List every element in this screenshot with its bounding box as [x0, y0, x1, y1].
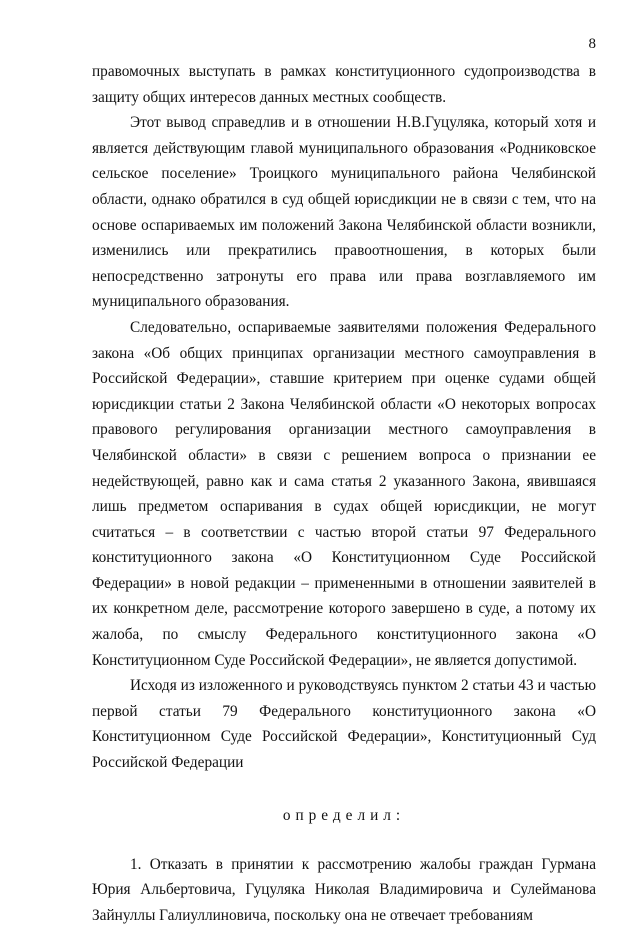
paragraph-resolution-1: 1. Отказать в принятии к рассмотрению жалобы граждан Гурмана Юрия Альбертовича, Гуцуляка Николая Владимировича и Сулейманова Зайнуллы Галиуллиновича, поскольку она не отвечает требованиям	[92, 855, 596, 924]
paragraph-conclusion: Следовательно, оспариваемые заявителями положения Федерального закона «Об общих принципах организации местного самоуправления в Российской Федерации», ставшие критерием при оценке судами общей юрисдикции статьи 2 Закона Челябинской области «О некоторых вопросах правового регулирования организации местного самоуправления в Челябинской области» в связи с решением вопроса о признании ее недействующей, равно как и сама статья 2 указанного Закона, явившаяся лишь предметом оспаривания в судах общей юрисдикции, не могут считаться – в соответствии с частью второй статьи 97 Федерального конституционного закона «О Конституционном Суде Российской Федерации» в новой редакции – примененными в отношении заявителей в их конкретном деле, рассмотрение которого завершено в суде, а потому их жалоба, по смыслу Федерального конституционного закона «О Конституционном Суде Российской Федерации», не является допустимой.	[92, 318, 596, 669]
decision-heading: определил:	[282, 806, 406, 824]
paragraph-continuation: правомочных выступать в рамках конституционного судопроизводства в защиту общих интересов данных местных сообществ.	[92, 63, 596, 106]
document-body	[92, 59, 596, 928]
paragraph-gutsulyak: Этот вывод справедлив и в отношении Н.В.Гуцуляка, который хотя и является действующим главой муниципального образования «Родниковское сельское поселение» Троицкого муниципального района Челябинской области, однако обратился в суд общей юрисдикции не в связи с тем, что на основе оспариваемых им положений Закона Челябинской области возникли, изменились или прекратились правоотношения, в которых были непосредственно затронуты его права или права возглавляемого им муниципального образования.	[92, 114, 596, 311]
page-number: 8	[588, 36, 596, 52]
paragraph-grounds: Исходя из изложенного и руководствуясь пунктом 2 статьи 43 и частью первой статьи 79 Федерального конституционного закона «О Конституционном Суде Российской Федерации», Конституционный Суд Российской Федерации	[92, 677, 596, 772]
